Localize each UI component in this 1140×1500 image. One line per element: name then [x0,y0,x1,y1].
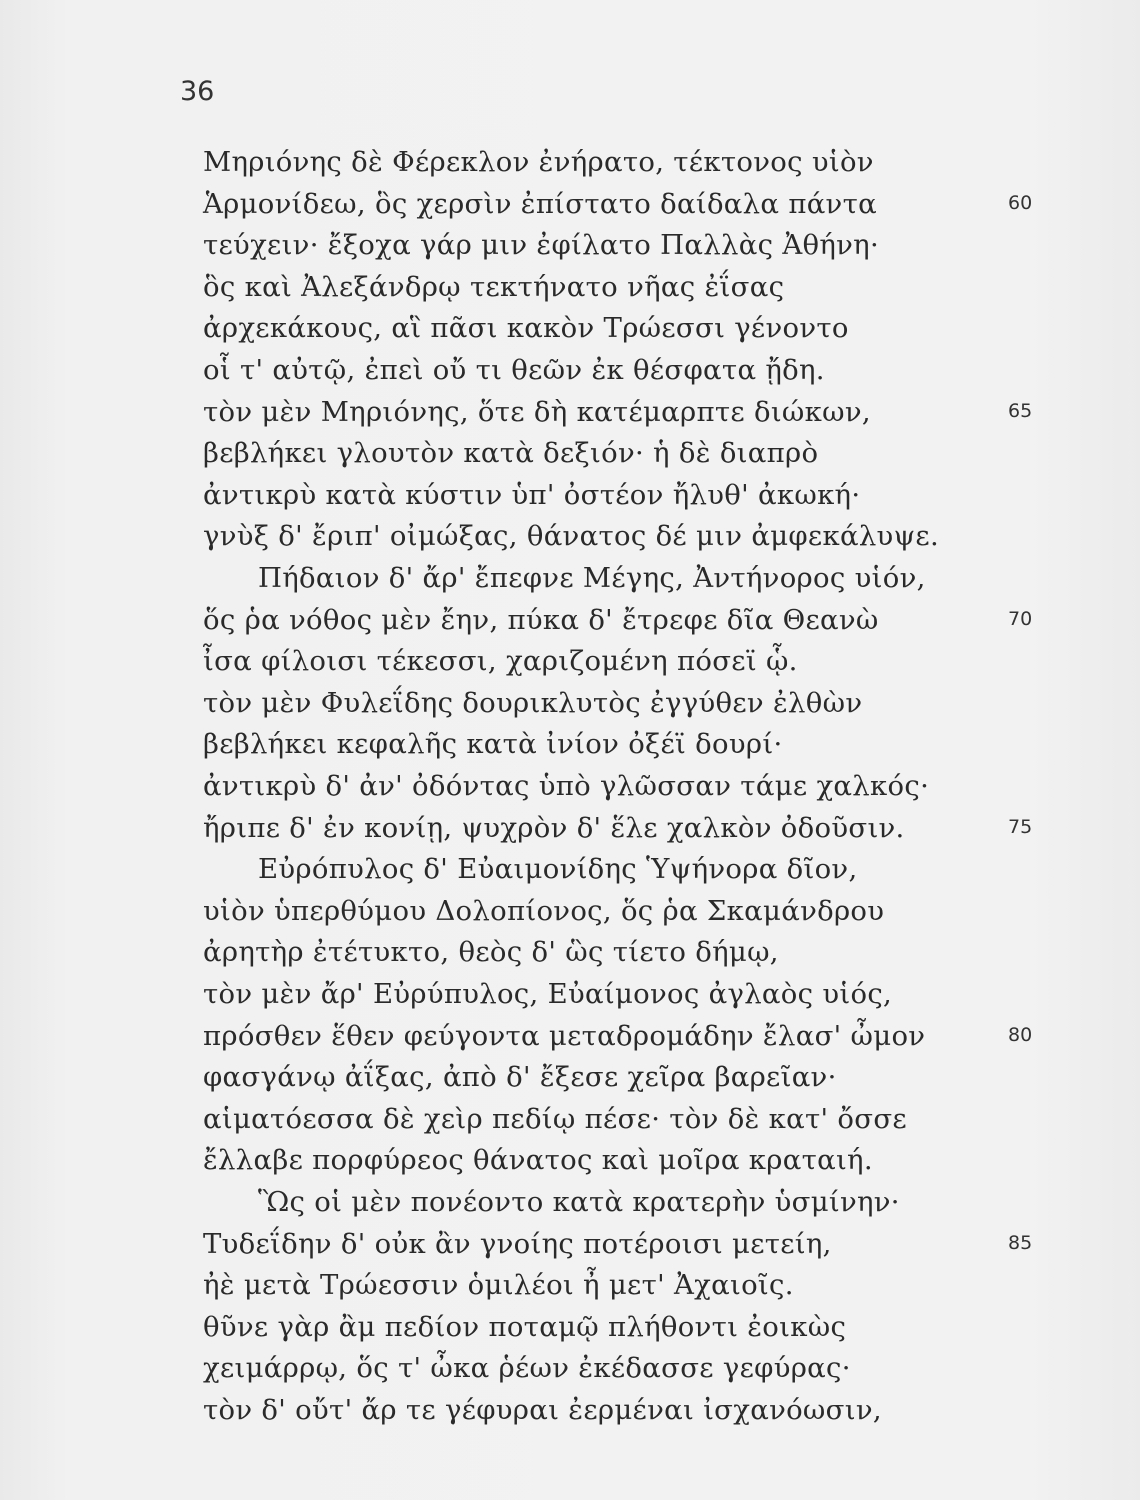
verse-line [0,598,1140,642]
verse-line [0,306,1140,350]
verse-text: ἠὲ μετὰ Τρώεσσιν ὁμιλέοι ἦ μετ' Ἀχαιοῖς. [203,1269,794,1302]
verse-text: ἀρητὴρ ἐτέτυκτο, θεὸς δ' ὣς τίετο δήμῳ, [203,936,779,969]
verse-text: αἱματόεσσα δὲ χεὶρ πεδίῳ πέσε· τὸν δὲ κατ' ὄσσε [203,1102,907,1135]
verse-line [0,972,1140,1016]
verse-text: ὃς καὶ Ἀλεξάνδρῳ τεκτήνατο νῆας ἐΐσας [203,270,785,303]
verse-line [0,1346,1140,1390]
verse-line [0,431,1140,475]
line-number: 80 [1008,1023,1033,1046]
verse-text: υἱὸν ὑπερθύμου Δολοπίονος, ὅς ῥα Σκαμάνδρου [203,894,885,927]
verse-line [0,1097,1140,1141]
line-number: 75 [1008,815,1033,838]
verse-text: ἀντικρὺ δ' ἀν' ὀδόντας ὑπὸ γλῶσσαν τάμε χαλκός· [203,770,930,802]
verse-text: φασγάνῳ ἀΐξας, ἀπὸ δ' ἔξεσε χεῖρα βαρεῖαν· [203,1061,837,1094]
verse-text: τὸν μὲν ἄρ' Εὐρύπυλος, Εὐαίμονος ἀγλαὸς υἱός, [203,978,893,1010]
verse-line [0,556,1140,600]
page-number: 36 [180,76,215,107]
verse-line [0,1180,1140,1224]
verse-line [0,265,1140,309]
verse-line [0,930,1140,974]
verse-text: ὅς ῥα νόθος μὲν ἔην, πύκα δ' ἔτρεφε δῖα Θεανὼ [203,603,879,636]
verse-text: τὸν μὲν Φυλεΐδης δουρικλυτὸς ἐγγύθεν ἐλθὼν [203,686,863,719]
verse-text: ἀντικρὺ κατὰ κύστιν ὑπ' ὀστέον ἤλυθ' ἀκωκή· [203,478,861,511]
verse-text: οἷ τ' αὐτῷ, ἐπεὶ οὔ τι θεῶν ἐκ θέσφατα ᾔδη. [203,354,825,386]
verse-text: θῦνε γὰρ ἂμ πεδίον ποταμῷ πλήθοντι ἐοικὼς [203,1310,847,1343]
verse-line [0,1388,1140,1432]
verse-line [0,681,1140,725]
verse-line [0,764,1140,808]
verse-text: βεβλήκει γλουτὸν κατὰ δεξιόν· ἡ δὲ διαπρὸ [203,437,819,470]
verse-line [0,722,1140,766]
verse-line [0,1263,1140,1307]
verse-line [0,348,1140,392]
verse-text: βεβλήκει κεφαλῆς κατὰ ἰνίον ὀξέϊ δουρί· [203,728,783,761]
verse-line [0,1055,1140,1099]
verse-text: τὸν δ' οὔτ' ἄρ τε γέφυραι ἐερμέναι ἰσχανόωσιν, [203,1394,882,1426]
verse-text: τεύχειν· ἔξοχα γάρ μιν ἐφίλατο Παλλὰς Ἀθήνη· [203,229,879,262]
line-number: 85 [1008,1231,1033,1254]
verse-line [0,847,1140,891]
verse-line [0,140,1140,184]
line-number: 65 [1008,399,1033,422]
verse-line [0,390,1140,434]
line-number: 60 [1008,191,1033,214]
verse-line [0,182,1140,226]
verse-text: ἤριπε δ' ἐν κονίῃ, ψυχρὸν δ' ἕλε χαλκὸν ὀδοῦσιν. [203,811,905,844]
verse-text: Μηριόνης δὲ Φέρεκλον ἐνήρατο, τέκτονος υἱὸν [203,146,874,178]
verse-text: ἀρχεκάκους, αἳ πᾶσι κακὸν Τρώεσσι γένοντο [203,312,849,345]
verse-text: Εὐρόπυλος δ' Εὐαιμονίδης Ὑψήνορα δῖον, [258,853,858,886]
verse-line [0,223,1140,267]
verse-text: Πήδαιον δ' ἄρ' ἔπεφνε Μέγης, Ἀντήνορος υἱόν, [258,562,926,594]
verse-text: πρόσθεν ἕθεν φεύγοντα μεταδρομάδην ἔλασ' ὦμον [203,1019,926,1052]
verse-line [0,473,1140,517]
verse-text: Ἁρμονίδεω, ὃς χερσὶν ἐπίστατο δαίδαλα πάντα [203,187,877,220]
verse-text: ἔλλαβε πορφύρεος θάνατος καὶ μοῖρα κραταιή. [203,1144,873,1177]
verse-line [0,639,1140,683]
verse-line [0,1222,1140,1266]
verse-text: γνὺξ δ' ἔριπ' οἰμώξας, θάνατος δέ μιν ἀμφεκάλυψε. [203,520,940,553]
verse-text: Ὣς οἱ μὲν πονέοντο κατὰ κρατερὴν ὑσμίνην· [258,1186,900,1218]
verse-text: Τυδεΐδην δ' οὐκ ἂν γνοίης ποτέροισι μετείη, [203,1227,832,1260]
verse-line [0,1305,1140,1349]
verse-line [0,1014,1140,1058]
line-number: 70 [1008,607,1033,630]
verse-text: τὸν μὲν Μηριόνης, ὅτε δὴ κατέμαρπτε διώκων, [203,395,871,428]
verse-line [0,514,1140,558]
verse-text: χειμάρρῳ, ὅς τ' ὦκα ῥέων ἐκέδασσε γεφύρας· [203,1352,851,1385]
verse-line [0,889,1140,933]
verse-line [0,1138,1140,1182]
verse-text: ἶσα φίλοισι τέκεσσι, χαριζομένη πόσεϊ ᾧ. [203,645,798,678]
verse-line [0,806,1140,850]
